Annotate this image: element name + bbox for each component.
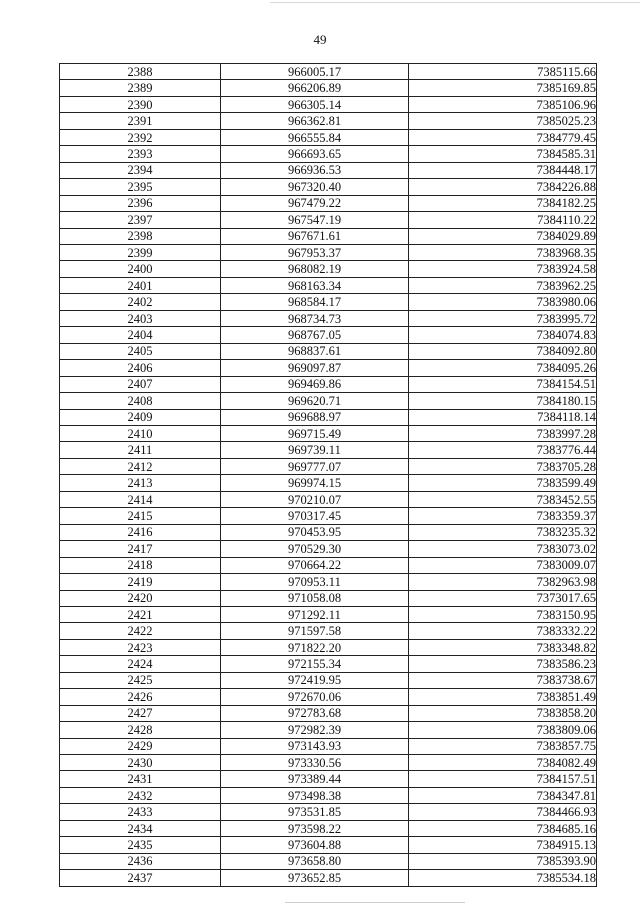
- x-coordinate-cell: 973531.85: [221, 804, 409, 820]
- y-coordinate-cell: 7383858.20: [409, 705, 597, 721]
- y-coordinate-cell: 7383348.82: [409, 639, 597, 655]
- y-coordinate-cell: 7384154.51: [409, 376, 597, 392]
- table-row: [60, 425, 597, 441]
- table-row: [60, 294, 597, 310]
- bottom-edge-rule: [285, 902, 465, 903]
- x-coordinate-cell: 968734.73: [221, 310, 409, 326]
- y-coordinate-cell: 7383995.72: [409, 310, 597, 326]
- table-row: [60, 771, 597, 787]
- table-row: [60, 705, 597, 721]
- y-coordinate-cell: 7383073.02: [409, 541, 597, 557]
- x-coordinate-cell: 972982.39: [221, 722, 409, 738]
- point-number-cell: 2419: [60, 574, 221, 590]
- table-row: [60, 113, 597, 129]
- y-coordinate-cell: 7384157.51: [409, 771, 597, 787]
- x-coordinate-cell: 966005.17: [221, 64, 409, 80]
- y-coordinate-cell: 7383776.44: [409, 442, 597, 458]
- coordinates-table-body: [60, 64, 597, 887]
- y-coordinate-cell: 7384095.26: [409, 360, 597, 376]
- y-coordinate-cell: 7384182.25: [409, 195, 597, 211]
- y-coordinate-cell: 7383705.28: [409, 458, 597, 474]
- table-row: [60, 409, 597, 425]
- point-number-cell: 2422: [60, 623, 221, 639]
- table-row: [60, 755, 597, 771]
- point-number-cell: 2437: [60, 870, 221, 886]
- point-number-cell: 2404: [60, 327, 221, 343]
- x-coordinate-cell: 969974.15: [221, 475, 409, 491]
- point-number-cell: 2411: [60, 442, 221, 458]
- x-coordinate-cell: 972419.95: [221, 672, 409, 688]
- x-coordinate-cell: 973598.22: [221, 820, 409, 836]
- y-coordinate-cell: 7383980.06: [409, 294, 597, 310]
- x-coordinate-cell: 967671.61: [221, 228, 409, 244]
- table-row: [60, 557, 597, 573]
- y-coordinate-cell: 7385115.66: [409, 64, 597, 80]
- x-coordinate-cell: 967479.22: [221, 195, 409, 211]
- y-coordinate-cell: 7384118.14: [409, 409, 597, 425]
- y-coordinate-cell: 7385025.23: [409, 113, 597, 129]
- coordinates-table: [59, 63, 597, 887]
- x-coordinate-cell: 968837.61: [221, 343, 409, 359]
- point-number-cell: 2412: [60, 458, 221, 474]
- table-row: [60, 787, 597, 803]
- table-row: [60, 722, 597, 738]
- point-number-cell: 2397: [60, 212, 221, 228]
- x-coordinate-cell: 969620.71: [221, 393, 409, 409]
- table-row: [60, 475, 597, 491]
- point-number-cell: 2393: [60, 146, 221, 162]
- x-coordinate-cell: 971058.08: [221, 590, 409, 606]
- table-row: [60, 129, 597, 145]
- table-row: [60, 393, 597, 409]
- table-row: [60, 244, 597, 260]
- table-row: [60, 179, 597, 195]
- x-coordinate-cell: 969715.49: [221, 425, 409, 441]
- point-number-cell: 2399: [60, 244, 221, 260]
- point-number-cell: 2408: [60, 393, 221, 409]
- y-coordinate-cell: 7383599.49: [409, 475, 597, 491]
- y-coordinate-cell: 7384180.15: [409, 393, 597, 409]
- y-coordinate-cell: 7384029.89: [409, 228, 597, 244]
- table-row: [60, 820, 597, 836]
- y-coordinate-cell: 7373017.65: [409, 590, 597, 606]
- point-number-cell: 2395: [60, 179, 221, 195]
- table-row: [60, 541, 597, 557]
- x-coordinate-cell: 973330.56: [221, 755, 409, 771]
- table-row: [60, 212, 597, 228]
- x-coordinate-cell: 967547.19: [221, 212, 409, 228]
- x-coordinate-cell: 970529.30: [221, 541, 409, 557]
- table-row: [60, 228, 597, 244]
- x-coordinate-cell: 973652.85: [221, 870, 409, 886]
- x-coordinate-cell: 968584.17: [221, 294, 409, 310]
- point-number-cell: 2423: [60, 639, 221, 655]
- x-coordinate-cell: 969739.11: [221, 442, 409, 458]
- table-row: [60, 606, 597, 622]
- x-coordinate-cell: 966693.65: [221, 146, 409, 162]
- table-row: [60, 261, 597, 277]
- point-number-cell: 2415: [60, 508, 221, 524]
- x-coordinate-cell: 970317.45: [221, 508, 409, 524]
- y-coordinate-cell: 7384466.93: [409, 804, 597, 820]
- point-number-cell: 2401: [60, 277, 221, 293]
- y-coordinate-cell: 7383809.06: [409, 722, 597, 738]
- point-number-cell: 2436: [60, 853, 221, 869]
- point-number-cell: 2435: [60, 837, 221, 853]
- table-row: [60, 491, 597, 507]
- y-coordinate-cell: 7383924.58: [409, 261, 597, 277]
- x-coordinate-cell: 970210.07: [221, 491, 409, 507]
- x-coordinate-cell: 973604.88: [221, 837, 409, 853]
- y-coordinate-cell: 7385169.85: [409, 80, 597, 96]
- x-coordinate-cell: 968082.19: [221, 261, 409, 277]
- y-coordinate-cell: 7384092.80: [409, 343, 597, 359]
- table-row: [60, 64, 597, 80]
- point-number-cell: 2426: [60, 689, 221, 705]
- point-number-cell: 2418: [60, 557, 221, 573]
- point-number-cell: 2405: [60, 343, 221, 359]
- point-number-cell: 2425: [60, 672, 221, 688]
- x-coordinate-cell: 972155.34: [221, 656, 409, 672]
- y-coordinate-cell: 7383968.35: [409, 244, 597, 260]
- point-number-cell: 2432: [60, 787, 221, 803]
- page-number: 49: [313, 32, 327, 47]
- point-number-cell: 2416: [60, 524, 221, 540]
- point-number-cell: 2420: [60, 590, 221, 606]
- point-number-cell: 2413: [60, 475, 221, 491]
- y-coordinate-cell: 7384585.31: [409, 146, 597, 162]
- y-coordinate-cell: 7383586.23: [409, 656, 597, 672]
- x-coordinate-cell: 966206.89: [221, 80, 409, 96]
- table-row: [60, 738, 597, 754]
- y-coordinate-cell: 7383851.49: [409, 689, 597, 705]
- y-coordinate-cell: 7383738.67: [409, 672, 597, 688]
- x-coordinate-cell: 971292.11: [221, 606, 409, 622]
- point-number-cell: 2390: [60, 96, 221, 112]
- top-edge-rule: [270, 2, 640, 3]
- y-coordinate-cell: 7383857.75: [409, 738, 597, 754]
- point-number-cell: 2427: [60, 705, 221, 721]
- y-coordinate-cell: 7383009.07: [409, 557, 597, 573]
- table-row: [60, 310, 597, 326]
- point-number-cell: 2392: [60, 129, 221, 145]
- point-number-cell: 2388: [60, 64, 221, 80]
- y-coordinate-cell: 7383452.55: [409, 491, 597, 507]
- point-number-cell: 2424: [60, 656, 221, 672]
- point-number-cell: 2403: [60, 310, 221, 326]
- y-coordinate-cell: 7385534.18: [409, 870, 597, 886]
- y-coordinate-cell: 7383235.32: [409, 524, 597, 540]
- point-number-cell: 2431: [60, 771, 221, 787]
- x-coordinate-cell: 966936.53: [221, 162, 409, 178]
- y-coordinate-cell: 7384347.81: [409, 787, 597, 803]
- x-coordinate-cell: 971822.20: [221, 639, 409, 655]
- y-coordinate-cell: 7384448.17: [409, 162, 597, 178]
- y-coordinate-cell: 7384074.83: [409, 327, 597, 343]
- point-number-cell: 2429: [60, 738, 221, 754]
- y-coordinate-cell: 7385106.96: [409, 96, 597, 112]
- x-coordinate-cell: 973143.93: [221, 738, 409, 754]
- table-row: [60, 146, 597, 162]
- y-coordinate-cell: 7383150.95: [409, 606, 597, 622]
- x-coordinate-cell: 967953.37: [221, 244, 409, 260]
- x-coordinate-cell: 970664.22: [221, 557, 409, 573]
- y-coordinate-cell: 7383997.28: [409, 425, 597, 441]
- point-number-cell: 2434: [60, 820, 221, 836]
- y-coordinate-cell: 7382963.98: [409, 574, 597, 590]
- table-row: [60, 656, 597, 672]
- table-row: [60, 590, 597, 606]
- point-number-cell: 2402: [60, 294, 221, 310]
- y-coordinate-cell: 7383359.37: [409, 508, 597, 524]
- x-coordinate-cell: 969469.86: [221, 376, 409, 392]
- y-coordinate-cell: 7384915.13: [409, 837, 597, 853]
- table-row: [60, 639, 597, 655]
- x-coordinate-cell: 973389.44: [221, 771, 409, 787]
- point-number-cell: 2421: [60, 606, 221, 622]
- table-row: [60, 623, 597, 639]
- table-row: [60, 508, 597, 524]
- table-row: [60, 327, 597, 343]
- point-number-cell: 2433: [60, 804, 221, 820]
- point-number-cell: 2394: [60, 162, 221, 178]
- table-row: [60, 804, 597, 820]
- x-coordinate-cell: 966555.84: [221, 129, 409, 145]
- point-number-cell: 2389: [60, 80, 221, 96]
- x-coordinate-cell: 969688.97: [221, 409, 409, 425]
- x-coordinate-cell: 967320.40: [221, 179, 409, 195]
- x-coordinate-cell: 966305.14: [221, 96, 409, 112]
- table-row: [60, 442, 597, 458]
- point-number-cell: 2407: [60, 376, 221, 392]
- x-coordinate-cell: 968163.34: [221, 277, 409, 293]
- point-number-cell: 2406: [60, 360, 221, 376]
- point-number-cell: 2396: [60, 195, 221, 211]
- y-coordinate-cell: 7385393.90: [409, 853, 597, 869]
- table-row: [60, 689, 597, 705]
- x-coordinate-cell: 973658.80: [221, 853, 409, 869]
- x-coordinate-cell: 972670.06: [221, 689, 409, 705]
- x-coordinate-cell: 969777.07: [221, 458, 409, 474]
- y-coordinate-cell: 7383332.22: [409, 623, 597, 639]
- point-number-cell: 2410: [60, 425, 221, 441]
- point-number-cell: 2400: [60, 261, 221, 277]
- y-coordinate-cell: 7383962.25: [409, 277, 597, 293]
- table-row: [60, 458, 597, 474]
- x-coordinate-cell: 972783.68: [221, 705, 409, 721]
- table-row: [60, 80, 597, 96]
- x-coordinate-cell: 970453.95: [221, 524, 409, 540]
- point-number-cell: 2409: [60, 409, 221, 425]
- table-row: [60, 277, 597, 293]
- table-row: [60, 870, 597, 886]
- point-number-cell: 2398: [60, 228, 221, 244]
- table-row: [60, 853, 597, 869]
- table-row: [60, 195, 597, 211]
- table-row: [60, 672, 597, 688]
- point-number-cell: 2428: [60, 722, 221, 738]
- x-coordinate-cell: 969097.87: [221, 360, 409, 376]
- x-coordinate-cell: 968767.05: [221, 327, 409, 343]
- point-number-cell: 2430: [60, 755, 221, 771]
- y-coordinate-cell: 7384779.45: [409, 129, 597, 145]
- table-row: [60, 360, 597, 376]
- y-coordinate-cell: 7384110.22: [409, 212, 597, 228]
- table-row: [60, 574, 597, 590]
- table-row: [60, 96, 597, 112]
- table-row: [60, 162, 597, 178]
- x-coordinate-cell: 966362.81: [221, 113, 409, 129]
- point-number-cell: 2414: [60, 491, 221, 507]
- y-coordinate-cell: 7384226.88: [409, 179, 597, 195]
- table-row: [60, 524, 597, 540]
- x-coordinate-cell: 973498.38: [221, 787, 409, 803]
- table-row: [60, 376, 597, 392]
- table-row: [60, 343, 597, 359]
- x-coordinate-cell: 970953.11: [221, 574, 409, 590]
- point-number-cell: 2391: [60, 113, 221, 129]
- table-row: [60, 837, 597, 853]
- point-number-cell: 2417: [60, 541, 221, 557]
- x-coordinate-cell: 971597.58: [221, 623, 409, 639]
- y-coordinate-cell: 7384082.49: [409, 755, 597, 771]
- y-coordinate-cell: 7384685.16: [409, 820, 597, 836]
